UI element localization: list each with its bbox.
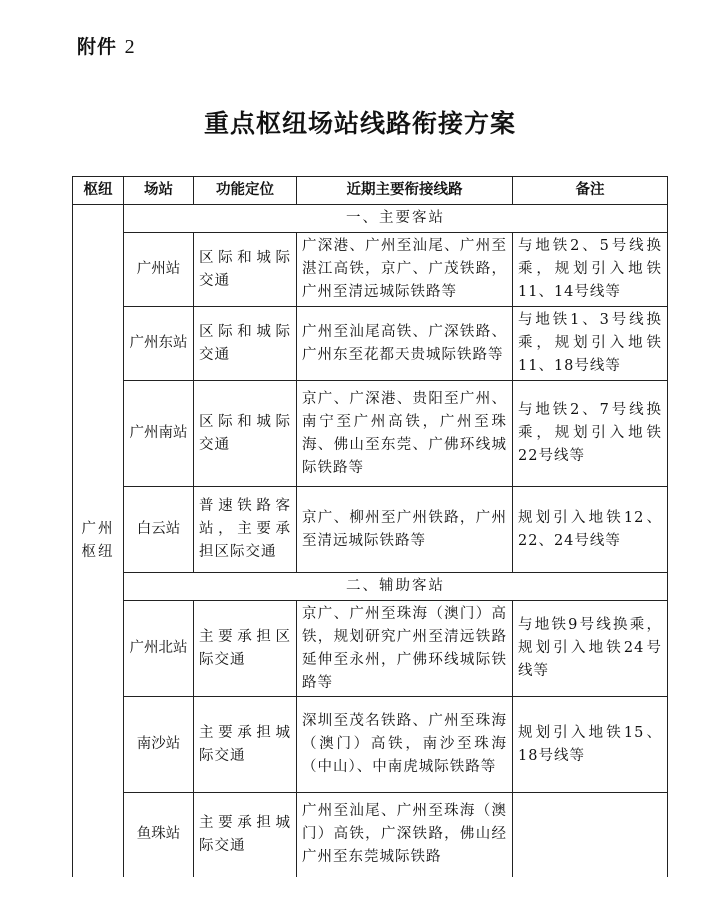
function-cell: 普速铁路客站，主要承担区际交通 xyxy=(194,487,297,573)
lines-cell: 广州至汕尾、广州至珠海（澳门）高铁，广深铁路，佛山经广州至东莞城际铁路 xyxy=(297,793,513,877)
column-header: 功能定位 xyxy=(194,177,297,205)
station-cell: 广州东站 xyxy=(124,307,194,381)
table-row xyxy=(73,307,668,381)
column-header: 备注 xyxy=(513,177,668,205)
station-cell: 白云站 xyxy=(124,487,194,573)
table-row xyxy=(73,601,668,697)
station-cell: 鱼珠站 xyxy=(124,793,194,877)
station-cell: 南沙站 xyxy=(124,697,194,793)
section-row xyxy=(73,205,668,233)
lines-cell: 京广、广深港、贵阳至广州、南宁至广州高铁，广州至珠海、佛山至东莞、广佛环线城际铁路等 xyxy=(297,381,513,487)
function-cell: 主要承担区际交通 xyxy=(194,601,297,697)
document-title: 重点枢纽场站线路衔接方案 xyxy=(203,109,516,138)
note-cell: 与地铁1、3号线换乘，规划引入地铁11、18号线等 xyxy=(513,307,668,381)
section-heading: 一、主要客站 xyxy=(124,205,668,233)
lines-cell: 京广、广州至珠海（澳门）高铁，规划研究广州至清远铁路延伸至永州，广佛环线城际铁路等 xyxy=(297,601,513,697)
section-heading: 二、辅助客站 xyxy=(124,573,668,601)
lines-cell: 京广、柳州至广州铁路，广州至清远城际铁路等 xyxy=(297,487,513,573)
table-row xyxy=(73,487,668,573)
station-cell: 广州南站 xyxy=(124,381,194,487)
table-row xyxy=(73,697,668,793)
attachment-number: 2 xyxy=(124,36,136,58)
lines-cell: 深圳至茂名铁路、广州至珠海（澳门）高铁，南沙至珠海（中山）、中南虎城际铁路等 xyxy=(297,697,513,793)
attachment-label: 附件 2 xyxy=(77,36,136,58)
hub-cell: 广州枢纽 xyxy=(73,205,124,877)
table-row xyxy=(73,381,668,487)
note-cell: 与地铁2、7号线换乘，规划引入地铁22号线等 xyxy=(513,381,668,487)
lines-cell: 广深港、广州至汕尾、广州至湛江高铁，京广、广茂铁路，广州至清远城际铁路等 xyxy=(297,233,513,307)
table-row xyxy=(73,793,668,877)
station-cell: 广州站 xyxy=(124,233,194,307)
note-cell: 规划引入地铁12、22、24号线等 xyxy=(513,487,668,573)
column-header: 近期主要衔接线路 xyxy=(297,177,513,205)
function-cell: 主要承担城际交通 xyxy=(194,697,297,793)
table-header-row xyxy=(73,177,668,205)
column-header: 枢纽 xyxy=(73,177,124,205)
function-cell: 区际和城际交通 xyxy=(194,233,297,307)
note-cell: 与地铁2、5号线换乘，规划引入地铁11、14号线等 xyxy=(513,233,668,307)
function-cell: 区际和城际交通 xyxy=(194,307,297,381)
section-row xyxy=(73,573,668,601)
station-cell: 广州北站 xyxy=(124,601,194,697)
connection-plan-table xyxy=(72,176,668,877)
table-row xyxy=(73,233,668,307)
note-cell: 与地铁9号线换乘，规划引入地铁24号线等 xyxy=(513,601,668,697)
lines-cell: 广州至汕尾高铁、广深铁路、广州东至花都天贵城际铁路等 xyxy=(297,307,513,381)
function-cell: 区际和城际交通 xyxy=(194,381,297,487)
column-header: 场站 xyxy=(124,177,194,205)
function-cell: 主要承担城际交通 xyxy=(194,793,297,877)
note-cell: 规划引入地铁15、18号线等 xyxy=(513,697,668,793)
note-cell xyxy=(513,793,668,877)
